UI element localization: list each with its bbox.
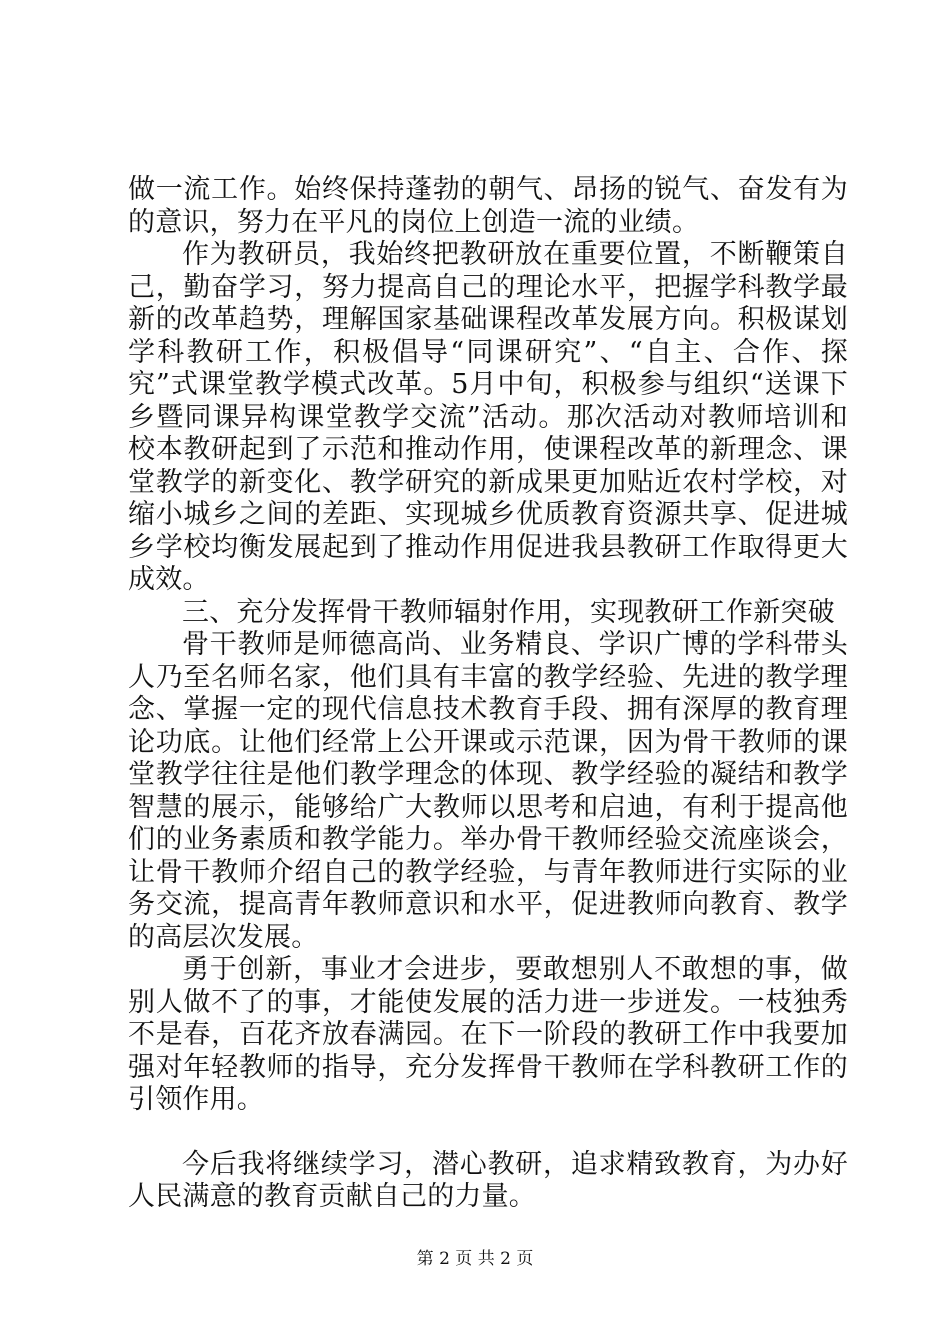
paragraph-continuation: 做一流工作。始终保持蓬勃的朝气、昂扬的锐气、奋发有为的意识，努力在平凡的岗位上创造一流的业绩。 bbox=[128, 174, 848, 238]
document-body bbox=[128, 174, 848, 1214]
paragraph-innovation: 勇于创新，事业才会进步，要敢想别人不敢想的事，做别人做不了的事，才能使发展的活力进一步迸发。一枝独秀不是春，百花齐放春满园。在下一阶段的教研工作中我要加强对年轻教师的指导，充分发挥骨干教师在学科教研工作的引领作用。 bbox=[128, 954, 848, 1115]
paragraph-conclusion: 今后我将继续学习，潜心教研，追求精致教育，为办好人民满意的教育贡献自己的力量。 bbox=[128, 1148, 848, 1212]
section-heading-three: 三、充分发挥骨干教师辐射作用，实现教研工作新突破 bbox=[182, 596, 835, 628]
paragraph-backbone-teachers: 骨干教师是师德高尚、业务精良、学识广博的学科带头人乃至名师名家，他们具有丰富的教学经验、先进的教学理念、掌握一定的现代信息技术教育手段、拥有深厚的教育理论功底。让他们经常上公开课或示范课，因为骨干教师的课堂教学往往是他们教学理念的体现、教学经验的凝结和教学智慧的展示，能够给广大教师以思考和启迪，有利于提高他们的业务素质和教学能力。举办骨干教师经验交流座谈会，让骨干教师介绍自己的教学经验，与青年教师进行实际的业务交流，提高青年教师意识和水平，促进教师向教育、教学的高层次发展。 bbox=[128, 629, 848, 953]
page-number-footer: 第 2 页 共 2 页 bbox=[416, 1249, 534, 1269]
paragraph-research-role: 作为教研员，我始终把教研放在重要位置，不断鞭策自己，勤奋学习，努力提高自己的理论水平，把握学科教学最新的改革趋势，理解国家基础课程改革发展方向。积极谋划学科教研工作，积极倡导“同课研究”、“自主、合作、探究”式课堂教学模式改革。5月中旬，积极参与组织“送课下乡暨同课异构课堂教学交流”活动。那次活动对教师培训和校本教研起到了示范和推动作用，使课程改革的新理念、课堂教学的新变化、教学研究的新成果更加贴近农村学校，对缩小城乡之间的差距、实现城乡优质教育资源共享、促进城乡学校均衡发展起到了推动作用促进我县教研工作取得更大成效。 bbox=[128, 239, 848, 595]
